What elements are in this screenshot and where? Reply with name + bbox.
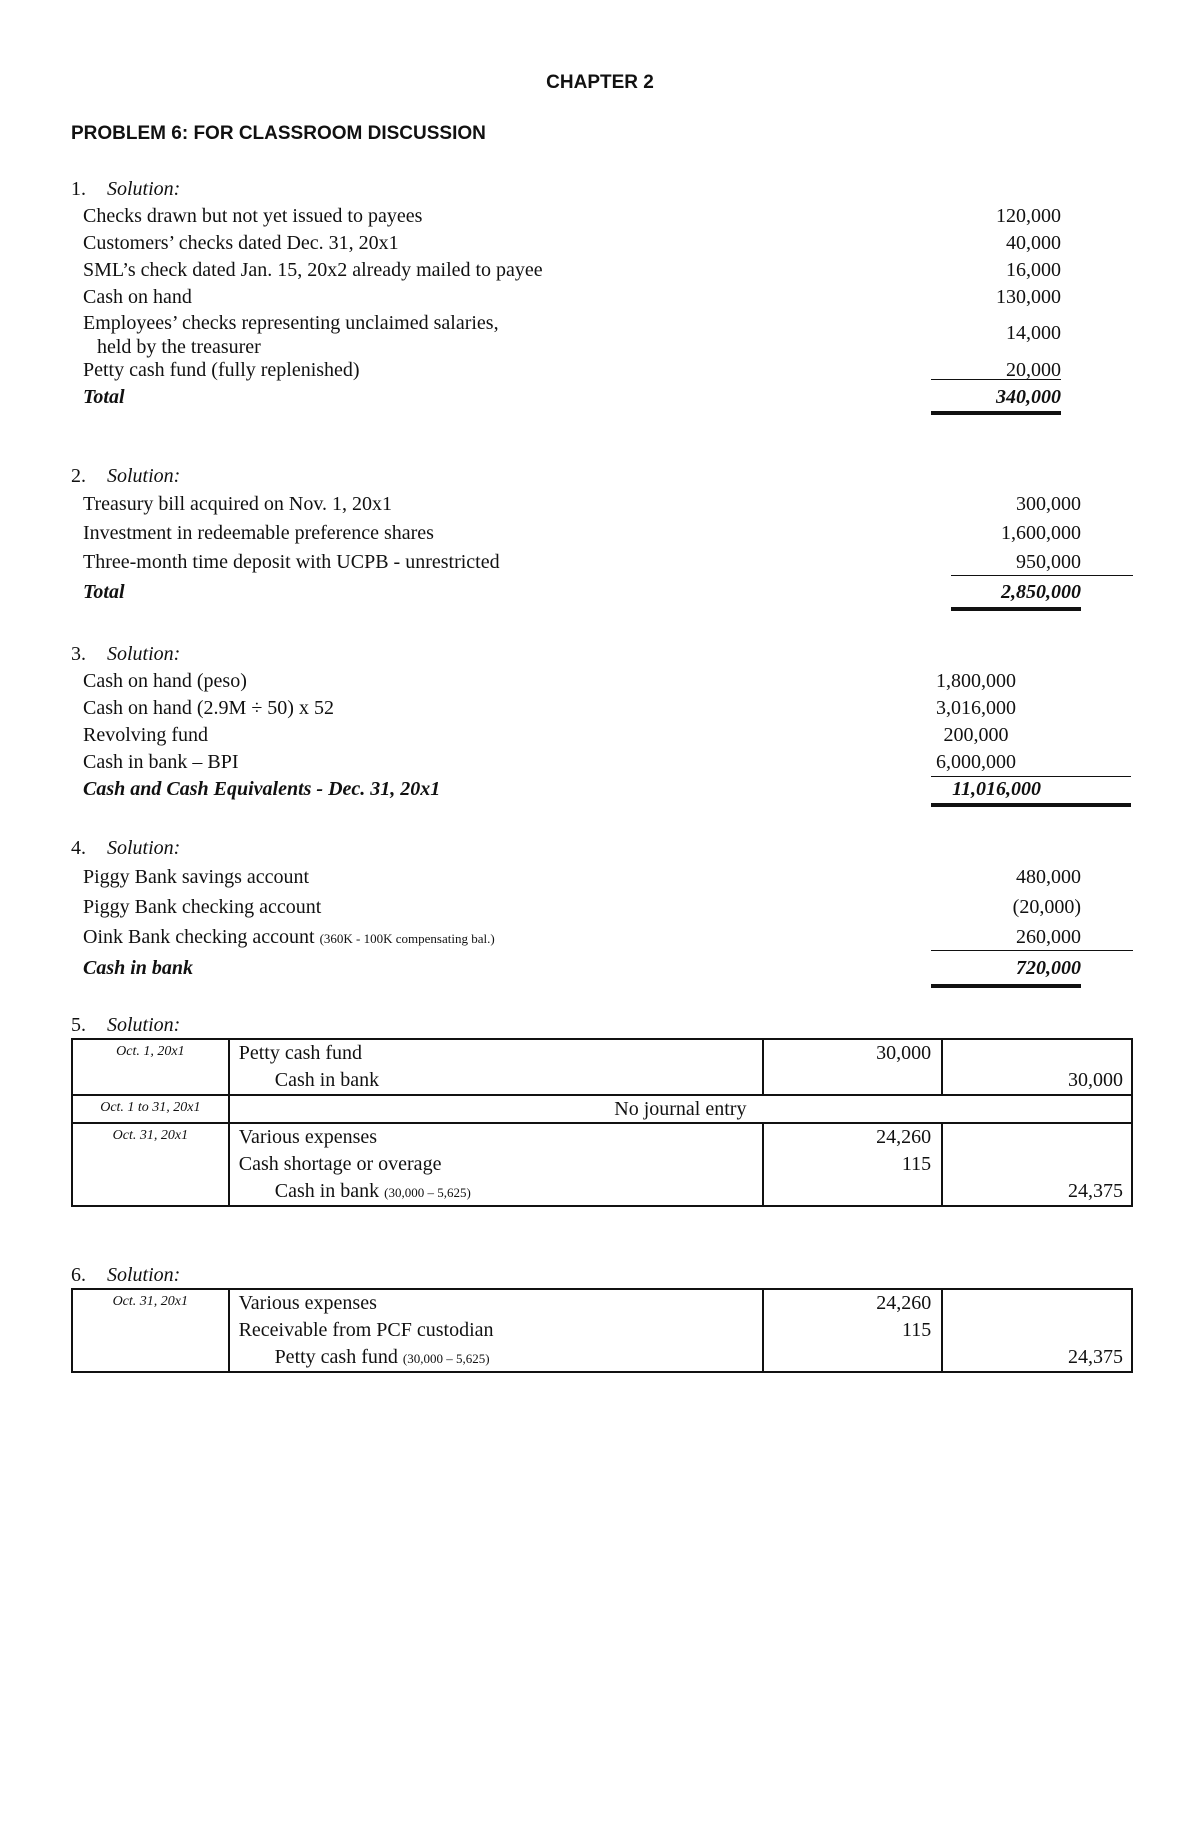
credit-account: Cash in bank [274,1069,380,1091]
item-label: Cash on hand [83,286,192,308]
item-amount: 1,600,000 [1001,522,1081,544]
item-amount: 6,000,000 [936,751,1016,773]
solution-2-number: 2. [71,465,86,487]
total-row [71,776,1121,803]
item-amount: 120,000 [996,205,1061,227]
solution-5 [71,1011,180,1039]
total-label: Total [83,581,125,603]
credit-account-name: Cash in bank [274,1180,380,1202]
debit-column [763,1123,942,1206]
debit-amount: 30,000 [876,1042,932,1064]
credit-blank [943,1040,1123,1067]
entry-date: Oct. 1 to 31, 20x1 [72,1095,229,1123]
item-label: SML’s check dated Jan. 15, 20x2 already mailed to payee [83,259,543,281]
credit-blank [943,1124,1123,1151]
list-item [71,548,1141,577]
list-item [71,668,1121,695]
credit-amount: 24,375 [1068,1346,1123,1368]
debit-column [763,1289,942,1372]
entry-accounts [229,1123,763,1206]
item-label-text: Oink Bank checking account [83,926,315,948]
solution-1-number: 1. [71,178,86,200]
total-row [71,577,1141,607]
no-entry-note: No journal entry [229,1095,1132,1123]
solution-3 [71,640,1121,803]
credit-column [942,1289,1132,1372]
entry-date: Oct. 31, 20x1 [72,1289,229,1372]
item-amount: 20,000 [1006,359,1061,381]
item-label: Petty cash fund (fully replenished) [83,359,360,381]
debit-blank [764,1344,931,1371]
solution-3-heading [71,640,1121,668]
list-item [71,203,1121,230]
solution-5-label: Solution: [107,1014,181,1036]
credit-account [239,1344,763,1371]
item-label: Piggy Bank savings account [83,866,310,888]
entry-accounts [229,1039,763,1095]
item-amount: 480,000 [1016,866,1081,888]
item-label-line-1: Employees’ checks representing unclaimed salaries, [83,312,499,334]
solution-6-label: Solution: [107,1264,181,1286]
table-row [72,1289,1132,1372]
debit-amount: 115 [902,1319,932,1341]
list-item [71,749,1121,776]
item-amount: 16,000 [1006,259,1061,281]
table-row [72,1039,1132,1095]
total-amount-value: 11,016,000 [952,778,1041,800]
item-amount: 1,800,000 [936,670,1016,692]
item-amount: 3,016,000 [936,697,1016,719]
entry-date: Oct. 1, 20x1 [72,1039,229,1095]
solution-4-heading [71,834,1141,862]
list-item [71,862,1141,892]
credit-amount: 30,000 [1068,1069,1123,1091]
list-item [71,257,1121,284]
total-row [71,952,1141,984]
credit-blank [943,1151,1123,1178]
item-label: Checks drawn but not yet issued to payees [83,205,423,227]
solution-5-number: 5. [71,1014,86,1036]
solution-4-label: Solution: [107,837,181,859]
debit-amount: 24,260 [876,1126,932,1148]
total-amount: 2,850,000 [951,577,1081,611]
credit-account-note: (30,000 – 5,625) [384,1185,471,1200]
solution-4-number: 4. [71,837,86,859]
item-label: Investment in redeemable preference shares [83,522,434,544]
list-item [71,230,1121,257]
item-amount: 200,000 [943,724,1009,746]
solution-1-label: Solution: [107,178,181,200]
total-label: Cash in bank [83,957,194,979]
solution-5-heading [71,1011,180,1039]
item-amount: 14,000 [1006,322,1061,344]
item-label [83,311,499,359]
solution-1 [71,175,1121,411]
item-amount: 260,000 [1016,926,1081,948]
solution-6-number: 6. [71,1264,86,1286]
debit-account: Various expenses [238,1126,378,1148]
list-item [71,922,1141,952]
item-amount: (20,000) [1012,896,1081,918]
solution-6 [71,1261,180,1289]
credit-blank [943,1317,1123,1344]
item-label: Piggy Bank checking account [83,896,322,918]
total-label: Cash and Cash Equivalents - Dec. 31, 20x1 [83,778,441,800]
credit-account-name: Petty cash fund [274,1346,398,1368]
credit-account [239,1178,762,1205]
journal-entry-table-5 [71,1038,1133,1207]
item-label: Treasury bill acquired on Nov. 1, 20x1 [83,493,393,515]
item-label: Customers’ checks dated Dec. 31, 20x1 [83,232,399,254]
solution-2 [71,462,1141,607]
item-label-note: (360K - 100K compensating bal.) [319,931,495,946]
list-item [71,311,1121,357]
list-item [71,490,1141,519]
list-item [71,892,1141,922]
item-amount: 40,000 [1006,232,1061,254]
solution-6-heading [71,1261,180,1289]
list-item [71,519,1141,548]
total-label: Total [83,386,125,408]
debit-account: Petty cash fund [238,1042,363,1064]
debit-account: Cash shortage or overage [238,1153,442,1175]
solution-3-number: 3. [71,643,86,665]
credit-blank [943,1290,1123,1317]
debit-blank [764,1178,931,1205]
debit-account: Receivable from PCF custodian [238,1319,494,1341]
solution-3-label: Solution: [107,643,181,665]
problem-title: PROBLEM 6: FOR CLASSROOM DISCUSSION [71,123,486,144]
item-label: Three-month time deposit with UCPB - unrestricted [83,551,500,573]
debit-column [763,1039,942,1095]
total-row [71,384,1121,411]
list-item [71,284,1121,311]
credit-account-note: (30,000 – 5,625) [402,1351,490,1366]
table-row [72,1095,1132,1123]
solution-4 [71,834,1141,984]
item-label: Revolving fund [83,724,208,746]
entry-date: Oct. 31, 20x1 [72,1123,229,1206]
debit-account: Various expenses [238,1292,377,1314]
list-item [71,357,1121,384]
solution-1-heading [71,175,1121,203]
total-amount: 720,000 [931,952,1081,988]
debit-amount: 24,260 [876,1292,932,1314]
item-amount: 130,000 [996,286,1061,308]
journal-entry-table-6 [71,1288,1133,1373]
debit-blank [764,1067,931,1094]
chapter-title: CHAPTER 2 [546,72,654,93]
item-label: Cash on hand (peso) [83,670,247,692]
solution-2-heading [71,462,1141,490]
solution-2-label: Solution: [107,465,181,487]
credit-column [942,1123,1132,1206]
credit-column [942,1039,1132,1095]
credit-amount: 24,375 [1068,1180,1123,1202]
item-label [83,922,495,954]
total-amount [931,776,1131,807]
item-label: Cash on hand (2.9M ÷ 50) x 52 [83,697,334,719]
entry-accounts [229,1289,764,1372]
item-label-line-2: held by the treasurer [97,336,261,358]
item-amount: 950,000 [1016,551,1081,573]
list-item [71,722,1121,749]
item-amount: 300,000 [1016,493,1081,515]
item-label: Cash in bank – BPI [83,751,239,773]
table-row [72,1123,1132,1206]
total-amount: 340,000 [931,384,1061,415]
debit-amount: 115 [901,1153,932,1175]
list-item [71,695,1121,722]
